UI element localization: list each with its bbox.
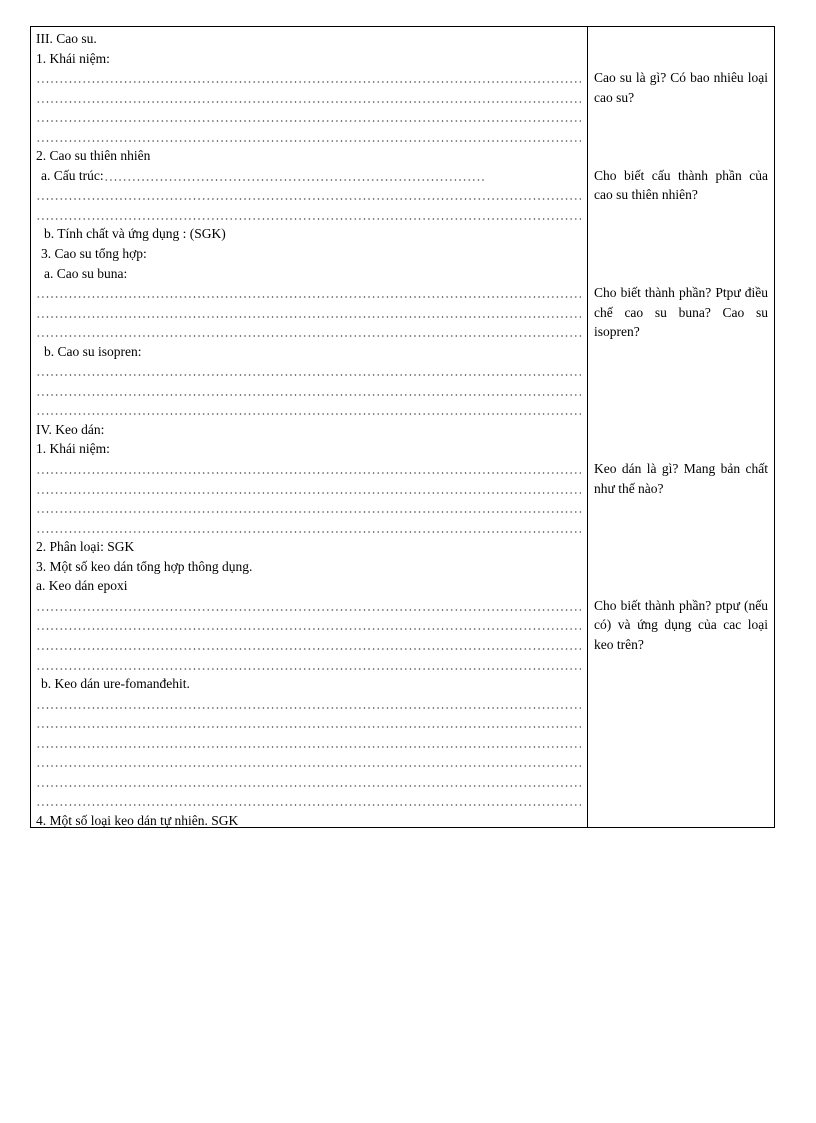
- subheading: 4. Một số loại keo dán tự nhiên. SGK: [36, 812, 239, 828]
- subheading: 2. Phân loại: SGK: [36, 539, 135, 555]
- guide-question: Cho biết thành phần? ptpư (nếu có) và ứng dụng của cac loại keo trên?: [594, 597, 768, 653]
- blank-line[interactable]: [36, 361, 581, 381]
- blank-line[interactable]: [36, 322, 581, 342]
- worksheet-table: [30, 26, 775, 828]
- section-heading: III. Cao su.: [36, 31, 97, 46]
- blank-line[interactable]: [36, 459, 581, 479]
- blank-line[interactable]: [36, 694, 581, 714]
- blank-line[interactable]: [36, 655, 581, 675]
- guide-question: Cao su là gì? Có bao nhiêu loại cao su?: [594, 70, 768, 105]
- blank-line[interactable]: [36, 772, 581, 792]
- blank-line[interactable]: [36, 88, 581, 108]
- blank-line[interactable]: [36, 205, 581, 225]
- blank-line[interactable]: [36, 127, 581, 147]
- section-heading: IV. Keo dán:: [36, 421, 105, 437]
- column-divider: [587, 27, 588, 827]
- subheading: 3. Cao su tổng hợp:: [41, 246, 147, 262]
- item-label-text: a. Cấu trúc:: [41, 167, 104, 183]
- blank-line[interactable]: [36, 283, 581, 303]
- subheading: 2. Cao su thiên nhiên: [36, 148, 151, 164]
- blank-line[interactable]: [104, 166, 484, 186]
- blank-line[interactable]: [36, 518, 581, 538]
- blank-line[interactable]: [36, 733, 581, 753]
- item-label: a. Keo dán epoxi: [36, 578, 128, 594]
- blank-line[interactable]: [36, 185, 581, 205]
- blank-line[interactable]: [36, 498, 581, 518]
- blank-line[interactable]: [36, 596, 581, 616]
- blank-line[interactable]: [36, 752, 581, 772]
- item-label: b. Cao su isopren:: [44, 343, 142, 359]
- blank-line[interactable]: [36, 791, 581, 811]
- blank-line[interactable]: [36, 68, 581, 88]
- guide-question: Cho biết thành phần? Ptpư điều chế cao su buna? Cao su isopren?: [594, 285, 768, 340]
- item-label: b. Tính chất và ứng dụng : (SGK): [44, 226, 226, 242]
- subheading: 1. Khái niệm:: [36, 441, 110, 457]
- item-label: a. Cao su buna:: [44, 265, 128, 281]
- blank-line[interactable]: [36, 381, 581, 401]
- blank-line[interactable]: [36, 635, 581, 655]
- blank-line[interactable]: [36, 303, 581, 323]
- blank-line[interactable]: [36, 713, 581, 733]
- guide-question: Cho biết cấu thành phần của cao su thiên nhiên?: [594, 167, 768, 203]
- blank-line[interactable]: [36, 107, 581, 127]
- item-label: [36, 166, 581, 186]
- blank-line[interactable]: [36, 479, 581, 499]
- item-label: b. Keo dán ure-fomanđehit.: [41, 676, 190, 692]
- subheading: 3. Một số keo dán tổng hợp thông dụng.: [36, 558, 253, 574]
- blank-line[interactable]: [36, 400, 581, 420]
- subheading: 1. Khái niệm:: [36, 50, 110, 66]
- notes-column: [36, 29, 581, 830]
- blank-line[interactable]: [36, 615, 581, 635]
- guide-question: Keo dán là gì? Mang bản chất như thế nào?: [594, 461, 768, 496]
